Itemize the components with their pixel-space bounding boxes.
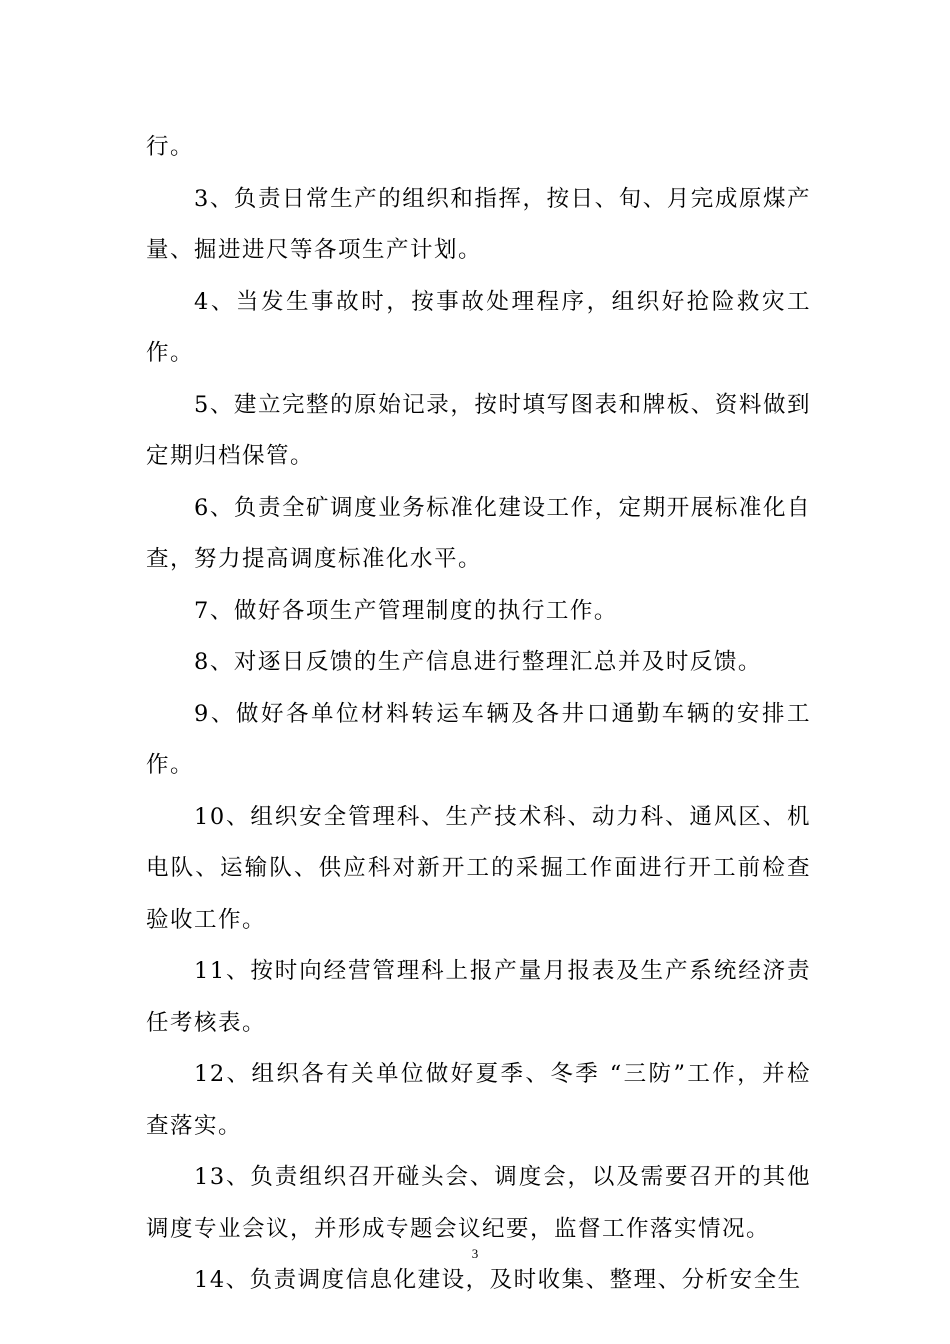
paragraph-item-5: 5、建立完整的原始记录，按时填写图表和牌板、资料做到定期归档保管。 [146, 391, 811, 469]
paragraph-item-4: 4、当发生事故时，按事故处理程序，组织好抢险救灾工作。 [146, 288, 811, 366]
paragraph-continuation: 行。 [146, 134, 195, 160]
paragraph-item-11: 11、按时向经营管理科上报产量月报表及生产系统经济责任考核表。 [146, 958, 811, 1036]
document-body [146, 122, 811, 1307]
paragraph-item-13: 13、负责组织召开碰头会、调度会，以及需要召开的其他调度专业会议，并形成专题会议纪要，监督工作落实情况。 [146, 1164, 811, 1242]
paragraph-item-7: 7、做好各项生产管理制度的执行工作。 [194, 597, 618, 624]
paragraph-item-12: 12、组织各有关单位做好夏季、冬季 “三防”工作，并检查落实。 [146, 1061, 811, 1139]
paragraph-item-3: 3、负责日常生产的组织和指挥，按日、旬、月完成原煤产量、掘进进尺等各项生产计划。 [146, 185, 811, 263]
paragraph-item-14: 14、负责调度信息化建设，及时收集、整理、分析安全生 [194, 1267, 802, 1293]
page-number: 3 [471, 1246, 479, 1261]
paragraph-item-8: 8、对逐日反馈的生产信息进行整理汇总并及时反馈。 [194, 649, 762, 675]
paragraph-item-9: 9、做好各单位材料转运车辆及各井口通勤车辆的安排工作。 [146, 700, 811, 778]
paragraph-item-10: 10、组织安全管理科、生产技术科、动力科、通风区、机电队、运输队、供应科对新开工的采掘工作面进行开工前检查验收工作。 [146, 803, 811, 933]
paragraph-item-6: 6、负责全矿调度业务标准化建设工作，定期开展标准化自查，努力提高调度标准化水平。 [146, 494, 811, 572]
